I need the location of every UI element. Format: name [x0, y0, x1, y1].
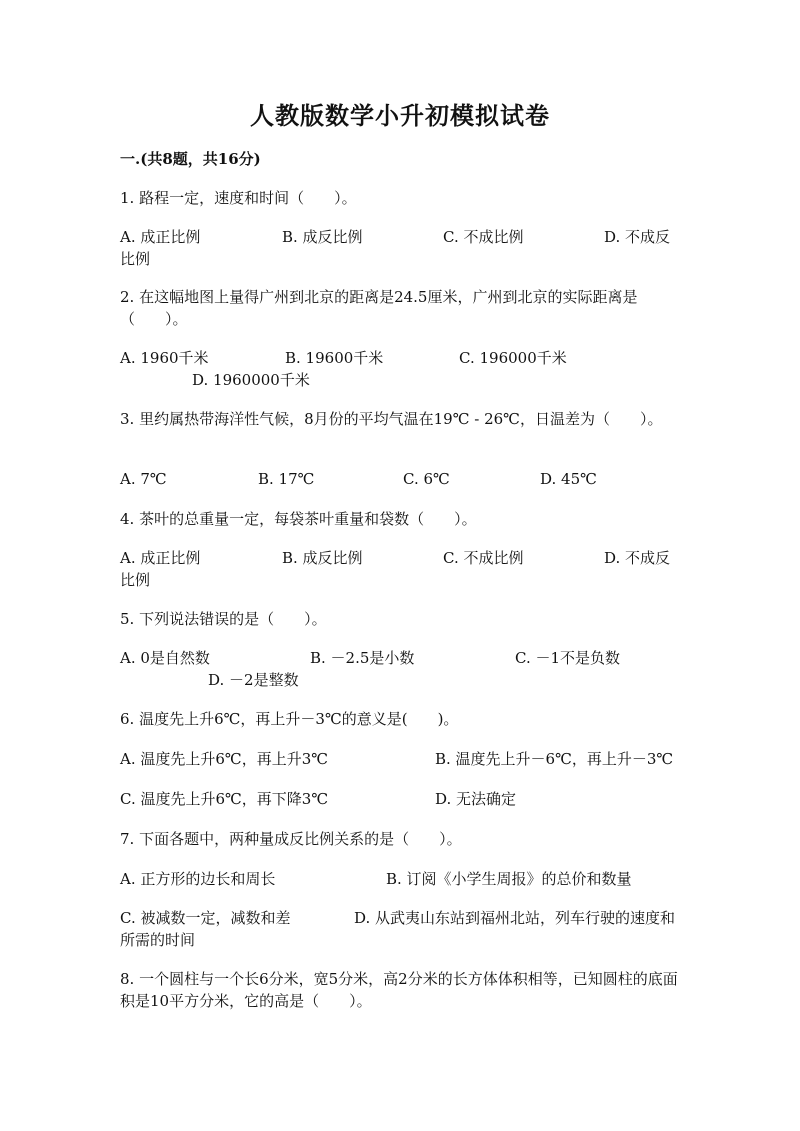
question-3-option-c: C. 6℃ [403, 470, 450, 488]
question-3-stem: 3. 里约属热带海洋性气候，8月份的平均气温在19℃ - 26℃，日温差为（ ）。 [120, 410, 663, 428]
question-7-option-c: C. 被减数一定，减数和差 [120, 909, 291, 927]
question-2-stem: 2. 在这幅地图上量得广州到北京的距离是24.5厘米，广州到北京的实际距离是（ ）。 [120, 288, 638, 328]
question-1-stem: 1. 路程一定，速度和时间（ ）。 [120, 189, 357, 207]
question-6-option-b: B. 温度先上升－6℃，再上升－3℃ [435, 750, 674, 768]
question-2-option-b: B. 19600千米 [285, 349, 384, 367]
question-5-option-a: A. 0是自然数 [120, 649, 210, 667]
question-4-option-c: C. 不成比例 [443, 549, 524, 567]
question-7-option-d: D. 从武夷山东站到福州北站，列车行驶的速度和所需的时间 [120, 909, 676, 949]
question-6-option-a: A. 温度先上升6℃，再上升3℃ [120, 750, 329, 768]
question-4-stem: 4. 茶叶的总重量一定，每袋茶叶重量和袋数（ ）。 [120, 510, 477, 528]
question-2-option-d: D. 1960000千米 [192, 371, 310, 389]
question-1-option-a: A. 成正比例 [120, 228, 201, 246]
question-7-option-a: A. 正方形的边长和周长 [120, 870, 276, 888]
question-7-stem: 7. 下面各题中，两种量成反比例关系的是（ ）。 [120, 830, 462, 848]
question-7-option-b: B. 订阅《小学生周报》的总价和数量 [386, 870, 632, 888]
question-6-option-c: C. 温度先上升6℃，再下降3℃ [120, 790, 329, 808]
question-6-stem: 6. 温度先上升6℃，再上升－3℃的意义是( )。 [120, 710, 459, 728]
question-1-option-b: B. 成反比例 [282, 228, 363, 246]
question-3-option-b: B. 17℃ [258, 470, 315, 488]
question-4-option-b: B. 成反比例 [282, 549, 363, 567]
question-1-option-d: D. 不成反比例 [120, 228, 671, 268]
question-5-option-d: D. －2是整数 [208, 671, 299, 689]
question-5-option-b: B. －2.5是小数 [310, 649, 415, 667]
page-title: 人教版数学小升初模拟试卷 [250, 101, 550, 130]
question-4-option-a: A. 成正比例 [120, 549, 201, 567]
section-heading: 一.(共8题，共16分) [120, 150, 261, 168]
question-2-option-a: A. 1960千米 [120, 349, 209, 367]
question-3-option-a: A. 7℃ [120, 470, 167, 488]
question-5-option-c: C. －1不是负数 [515, 649, 621, 667]
question-6-option-d: D. 无法确定 [435, 790, 517, 808]
question-8-stem: 8. 一个圆柱与一个长6分米，宽5分米，高2分米的长方体体积相等，已知圆柱的底面积是10平方分米，它的高是（ ）。 [120, 970, 678, 1010]
question-2-option-c: C. 196000千米 [459, 349, 567, 367]
question-1-option-c: C. 不成比例 [443, 228, 524, 246]
question-5-stem: 5. 下列说法错误的是（ ）。 [120, 610, 327, 628]
question-3-option-d: D. 45℃ [540, 470, 597, 488]
question-4-option-d: D. 不成反比例 [120, 549, 671, 589]
